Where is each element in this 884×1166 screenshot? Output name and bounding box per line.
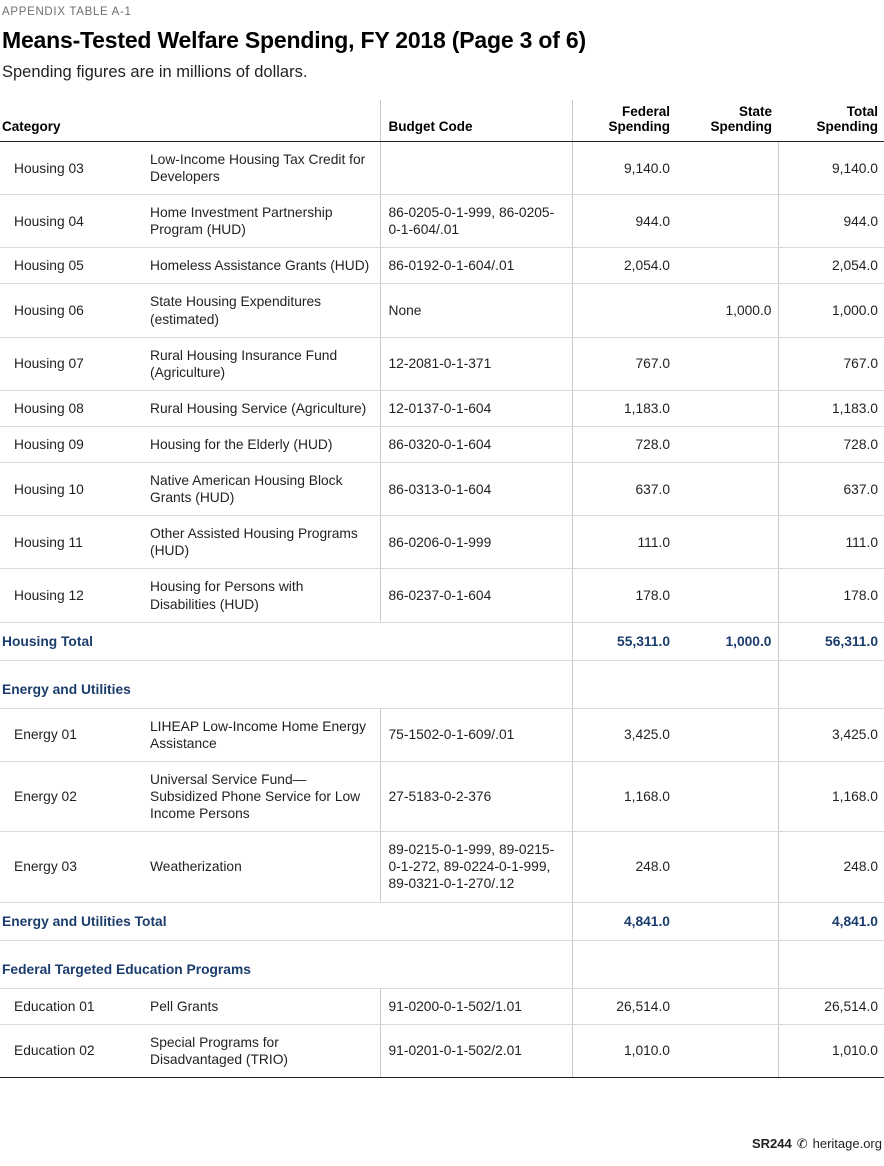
cell-state-spending (676, 832, 778, 902)
footer (752, 1136, 882, 1152)
cell-federal-spending: 1,183.0 (572, 390, 676, 426)
cell-budget-code: 91-0200-0-1-502/1.01 (380, 988, 572, 1024)
cell-state-spending (676, 660, 778, 708)
cell-program: Rural Housing Insurance Fund (Agriculture) (148, 337, 380, 390)
table-row (0, 248, 884, 284)
cell-total-spending: 26,514.0 (778, 988, 884, 1024)
table-body (0, 142, 884, 1078)
cell-program: State Housing Expenditures (estimated) (148, 284, 380, 337)
table-row (0, 337, 884, 390)
cell-federal-spending: 178.0 (572, 569, 676, 622)
cell-budget-code: 89-0215-0-1-999, 89-0215-0-1-272, 89-0224-0-1-999, 89-0321-0-1-270/.12 (380, 832, 572, 902)
cell-total-spending: 767.0 (778, 337, 884, 390)
cell-program: Home Investment Partnership Program (HUD) (148, 195, 380, 248)
cell-category: Education 01 (0, 988, 148, 1024)
section-label: Federal Targeted Education Programs (0, 940, 572, 988)
column-header-state-line1: State (738, 104, 772, 119)
cell-category: Housing 06 (0, 284, 148, 337)
cell-state-spending (676, 1024, 778, 1077)
column-header-federal-spending (572, 100, 676, 142)
cell-federal-spending: 2,054.0 (572, 248, 676, 284)
cell-budget-code: 86-0313-0-1-604 (380, 463, 572, 516)
cell-program: Homeless Assistance Grants (HUD) (148, 248, 380, 284)
cell-federal-spending (572, 940, 676, 988)
cell-total-spending (778, 660, 884, 708)
footer-report-id: SR244 (751, 1136, 792, 1151)
cell-budget-code: None (380, 284, 572, 337)
table-row (0, 463, 884, 516)
cell-state-spending: 1,000.0 (676, 284, 778, 337)
cell-federal-spending: 767.0 (572, 337, 676, 390)
cell-category: Housing 07 (0, 337, 148, 390)
column-header-budget-code: Budget Code (380, 100, 572, 142)
cell-state-spending: 1,000.0 (676, 622, 778, 660)
cell-program: Low-Income Housing Tax Credit for Developers (148, 142, 380, 195)
column-header-category: Category (0, 100, 148, 142)
cell-total-spending: 111.0 (778, 516, 884, 569)
cell-budget-code: 86-0205-0-1-999, 86-0205-0-1-604/.01 (380, 195, 572, 248)
cell-program: Native American Housing Block Grants (HUD) (148, 463, 380, 516)
cell-budget-code: 86-0192-0-1-604/.01 (380, 248, 572, 284)
cell-program: Rural Housing Service (Agriculture) (148, 390, 380, 426)
table-row (0, 832, 884, 902)
cell-total-spending: 4,841.0 (778, 902, 884, 940)
cell-budget-code: 86-0320-0-1-604 (380, 426, 572, 462)
cell-program: Special Programs for Disadvantaged (TRIO) (148, 1024, 380, 1077)
cell-federal-spending: 4,841.0 (572, 902, 676, 940)
column-header-state-spending (676, 100, 778, 142)
cell-state-spending (676, 142, 778, 195)
cell-program: Weatherization (148, 832, 380, 902)
cell-state-spending (676, 337, 778, 390)
footer-site: heritage.org (812, 1136, 882, 1151)
page-title: Means-Tested Welfare Spending, FY 2018 (Page 3 of 6) (2, 27, 586, 53)
table-row (0, 390, 884, 426)
cell-category: Housing 08 (0, 390, 148, 426)
cell-category: Housing 10 (0, 463, 148, 516)
column-header-total-line1: Total (846, 104, 878, 119)
cell-state-spending (676, 902, 778, 940)
section-label: Energy and Utilities (0, 660, 572, 708)
total-label: Housing Total (0, 622, 572, 660)
column-header-program (148, 100, 380, 142)
cell-budget-code: 91-0201-0-1-502/2.01 (380, 1024, 572, 1077)
cell-category: Housing 12 (0, 569, 148, 622)
cell-category: Energy 01 (0, 708, 148, 761)
cell-budget-code: 86-0237-0-1-604 (380, 569, 572, 622)
table-row (0, 988, 884, 1024)
table-row (0, 426, 884, 462)
table-header (0, 100, 884, 142)
spending-table (0, 100, 884, 1078)
cell-total-spending: 1,000.0 (778, 284, 884, 337)
cell-state-spending (676, 940, 778, 988)
cell-federal-spending: 26,514.0 (572, 988, 676, 1024)
cell-total-spending: 728.0 (778, 426, 884, 462)
cell-program: Housing for the Elderly (HUD) (148, 426, 380, 462)
cell-state-spending (676, 426, 778, 462)
cell-category: Housing 11 (0, 516, 148, 569)
table-section-row (0, 660, 884, 708)
table-row (0, 761, 884, 831)
column-header-total-spending (778, 100, 884, 142)
total-label: Energy and Utilities Total (0, 902, 572, 940)
cell-total-spending: 1,010.0 (778, 1024, 884, 1077)
cell-total-spending: 56,311.0 (778, 622, 884, 660)
table-total-row (0, 902, 884, 940)
column-header-federal-line1: Federal (621, 104, 670, 119)
cell-budget-code: 86-0206-0-1-999 (380, 516, 572, 569)
cell-state-spending (676, 761, 778, 831)
cell-total-spending: 248.0 (778, 832, 884, 902)
cell-budget-code (380, 142, 572, 195)
cell-federal-spending: 944.0 (572, 195, 676, 248)
cell-program: Housing for Persons with Disabilities (HUD) (148, 569, 380, 622)
cell-category: Energy 03 (0, 832, 148, 902)
cell-total-spending: 178.0 (778, 569, 884, 622)
table-row (0, 516, 884, 569)
cell-category: Housing 04 (0, 195, 148, 248)
cell-state-spending (676, 569, 778, 622)
cell-budget-code: 12-0137-0-1-604 (380, 390, 572, 426)
cell-program: Pell Grants (148, 988, 380, 1024)
cell-state-spending (676, 988, 778, 1024)
table-row (0, 569, 884, 622)
table-row (0, 142, 884, 195)
cell-state-spending (676, 708, 778, 761)
table-row (0, 1024, 884, 1077)
page-subtitle: Spending figures are in millions of dollars. (2, 63, 308, 81)
cell-federal-spending: 248.0 (572, 832, 676, 902)
table-row (0, 708, 884, 761)
column-header-total-line2: Spending (816, 119, 878, 134)
cell-category: Energy 02 (0, 761, 148, 831)
table-total-row (0, 622, 884, 660)
cell-federal-spending: 637.0 (572, 463, 676, 516)
cell-budget-code: 12-2081-0-1-371 (380, 337, 572, 390)
cell-total-spending: 2,054.0 (778, 248, 884, 284)
cell-total-spending: 1,183.0 (778, 390, 884, 426)
column-header-state-line2: Spending (710, 119, 772, 134)
cell-program: Other Assisted Housing Programs (HUD) (148, 516, 380, 569)
table-row (0, 284, 884, 337)
cell-total-spending: 1,168.0 (778, 761, 884, 831)
cell-state-spending (676, 248, 778, 284)
cell-budget-code: 27-5183-0-2-376 (380, 761, 572, 831)
cell-federal-spending: 111.0 (572, 516, 676, 569)
cell-category: Housing 03 (0, 142, 148, 195)
table-row (0, 195, 884, 248)
cell-category: Housing 09 (0, 426, 148, 462)
cell-total-spending: 3,425.0 (778, 708, 884, 761)
cell-total-spending: 637.0 (778, 463, 884, 516)
cell-category: Housing 05 (0, 248, 148, 284)
cell-federal-spending: 9,140.0 (572, 142, 676, 195)
cell-state-spending (676, 516, 778, 569)
cell-federal-spending: 728.0 (572, 426, 676, 462)
eyebrow-label: APPENDIX TABLE A-1 (2, 6, 132, 18)
cell-total-spending (778, 940, 884, 988)
cell-total-spending: 944.0 (778, 195, 884, 248)
cell-state-spending (676, 195, 778, 248)
cell-program: Universal Service Fund—Subsidized Phone Service for Low Income Persons (148, 761, 380, 831)
cell-state-spending (676, 390, 778, 426)
table-section-row (0, 940, 884, 988)
cell-state-spending (676, 463, 778, 516)
heritage-logo-icon: ✆ (796, 1136, 808, 1151)
cell-category: Education 02 (0, 1024, 148, 1077)
cell-federal-spending: 3,425.0 (572, 708, 676, 761)
cell-program: LIHEAP Low-Income Home Energy Assistance (148, 708, 380, 761)
column-header-federal-line2: Spending (608, 119, 670, 134)
cell-federal-spending (572, 660, 676, 708)
cell-federal-spending: 55,311.0 (572, 622, 676, 660)
cell-federal-spending (572, 284, 676, 337)
cell-total-spending: 9,140.0 (778, 142, 884, 195)
cell-federal-spending: 1,168.0 (572, 761, 676, 831)
cell-federal-spending: 1,010.0 (572, 1024, 676, 1077)
cell-budget-code: 75-1502-0-1-609/.01 (380, 708, 572, 761)
